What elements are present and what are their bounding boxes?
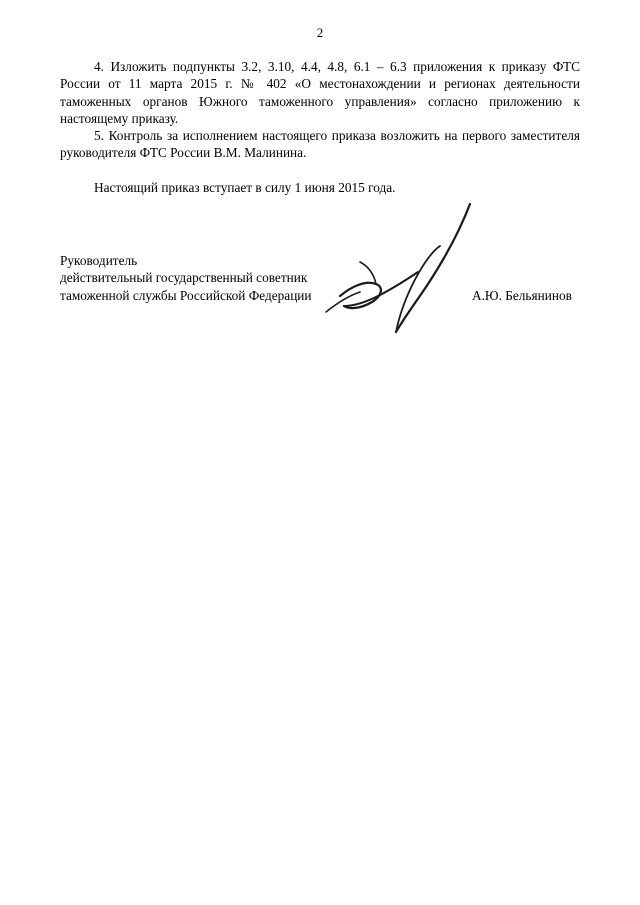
signature-block [60, 252, 580, 304]
document-body [60, 58, 580, 196]
paragraph-4: 4. Изложить подпункты 3.2, 3.10, 4.4, 4.8, 6.1 – 6.3 приложения к приказу ФТС России от 11 марта 2015 г. № 402 «О местонахождении и регионах деятельности таможенных органов Южного таможенного управления» согласно приложению к настоящему приказу. [60, 59, 580, 126]
signer-title-line-3: таможенной службы Российской Федерации [60, 287, 312, 303]
effective-date-text: Настоящий приказ вступает в силу 1 июня 2015 года. [94, 179, 396, 195]
signer-title-line-1: Руководитель [60, 253, 138, 268]
page-number: 2 [316, 25, 324, 40]
paragraph-spacer [60, 162, 580, 179]
paragraph-5: 5. Контроль за исполнением настоящего приказа возложить на первого заместителя руководителя ФТС России В.М. Малинина. [60, 128, 580, 161]
signer-name: А.Ю. Бельянинов [472, 287, 572, 303]
signer-title-line-2: действительный государственный советник [60, 270, 308, 286]
